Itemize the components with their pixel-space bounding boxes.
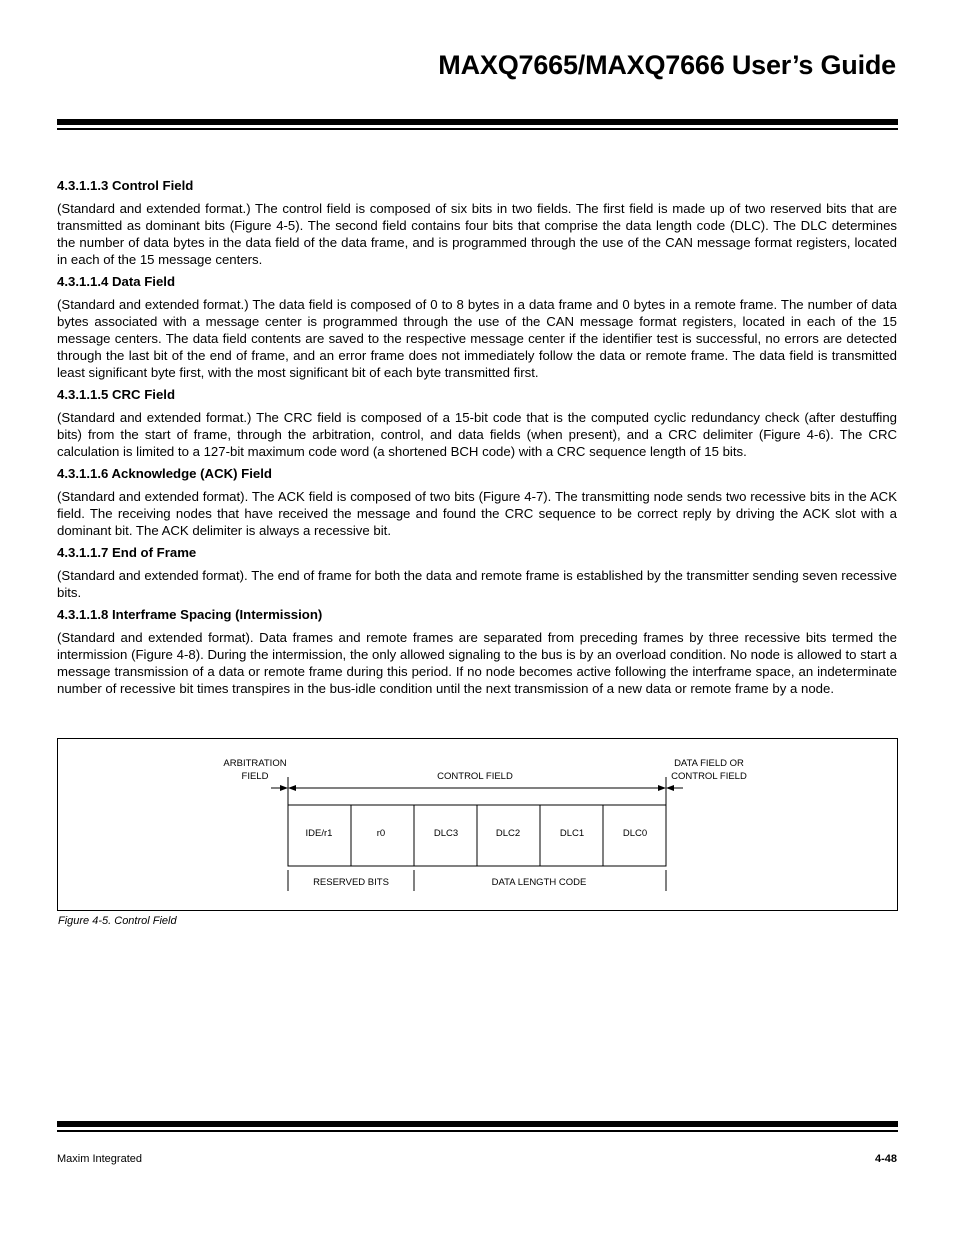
section-body-interframe-spacing: (Standard and extended format). Data frames and remote frames are separated from preceding frames by three recessive bits termed the intermission (Figure 4-8). During the intermission, the only allowed signaling to the bus is by an overload condition. No node is allowed to start a message transmission of a data or remote frame during this period. If no node becomes active following the interframe space, an indeterminate number of recessive bit times transpires in the bus-idle condition until the next transmission of a new data or remote frame by a node. bbox=[57, 630, 897, 696]
section-heading-crc-field: 4.3.1.1.5 CRC Field bbox=[57, 387, 175, 402]
bit-label-ide-r1: IDE/r1 bbox=[305, 828, 333, 839]
control-span-arrow-right bbox=[658, 785, 666, 791]
section-heading-data-field: 4.3.1.1.4 Data Field bbox=[57, 274, 176, 289]
header-rule-thin bbox=[57, 128, 898, 130]
section-heading-interframe-spacing: 4.3.1.1.8 Interframe Spacing (Intermission) bbox=[57, 607, 323, 622]
section-body-end-of-frame: (Standard and extended format). The end of frame for both the data and remote frame is established by the transmitter sending seven recessive bits. bbox=[57, 568, 897, 600]
bit-label-dlc2: DLC2 bbox=[495, 828, 521, 839]
bit-label-dlc1: DLC1 bbox=[559, 828, 585, 839]
next-field-arrowhead bbox=[666, 785, 674, 791]
next-field-label-line1: DATA FIELD OR bbox=[674, 758, 744, 769]
reserved-bits-label: RESERVED BITS bbox=[313, 877, 389, 888]
control-span-arrow-left bbox=[288, 785, 296, 791]
footer-rule-thick bbox=[57, 1121, 898, 1127]
document-body bbox=[57, 178, 897, 703]
next-field-label-line2: CONTROL FIELD bbox=[671, 771, 747, 782]
control-field-diagram bbox=[58, 739, 897, 910]
footer-page-number: 4-48 bbox=[874, 1153, 897, 1165]
arbitration-arrowhead bbox=[280, 785, 288, 791]
document-title: MAXQ7665/MAXQ7666 User’s Guide bbox=[438, 50, 896, 80]
section-heading-end-of-frame: 4.3.1.1.7 End of Frame bbox=[57, 545, 197, 560]
section-heading-ack-field: 4.3.1.1.6 Acknowledge (ACK) Field bbox=[57, 466, 272, 481]
bit-label-dlc0: DLC0 bbox=[622, 828, 648, 839]
arbitration-label-line1: ARBITRATION bbox=[223, 758, 287, 769]
figure-control-field bbox=[57, 738, 898, 911]
bit-label-dlc3: DLC3 bbox=[433, 828, 459, 839]
bit-label-r0: r0 bbox=[376, 828, 386, 839]
header-rule-thick bbox=[57, 119, 898, 125]
data-length-code-label: DATA LENGTH CODE bbox=[491, 877, 587, 888]
section-body-ack-field: (Standard and extended format). The ACK field is composed of two bits (Figure 4-7). The transmitting node sends two recessive bits in the ACK field. The receiving nodes that have received the message and found the CRC sequence to be correct reply by driving the ACK slot with a dominant bit. The ACK delimiter is always a recessive bit. bbox=[57, 489, 897, 538]
section-body-crc-field: (Standard and extended format.) The CRC field is composed of a 15-bit code that is the computed cyclic redundancy check (after destuffing bits) from the start of frame, through the arbitration, control, and data fields (when present), and a CRC delimiter (Figure 4-6). The CRC calculation is limited to a 127-bit maximum code word (a shortened BCH code) with a CRC sequence length of 15 bits. bbox=[57, 410, 897, 459]
arbitration-label-line2: FIELD bbox=[241, 771, 269, 782]
footer-rule-thin bbox=[57, 1130, 898, 1132]
section-body-data-field: (Standard and extended format.) The data field is composed of 0 to 8 bytes in a data frame and 0 bytes in a remote frame. The number of data bytes associated with a message center is programmed through the use of the CAN message format registers, located in each of the 15 message centers. The data field contents are saved to the respective message center if the identifier test is successful, no errors are detected through the last bit of the end of frame, and an error frame does not immediately follow the data or remote frame. The data field is transmitted least significant byte first, with the most significant bit of each byte transmitted first. bbox=[57, 297, 897, 380]
control-field-label: CONTROL FIELD bbox=[437, 771, 513, 782]
footer-company: Maxim Integrated bbox=[57, 1153, 142, 1165]
section-heading-control-field: 4.3.1.1.3 Control Field bbox=[57, 178, 194, 193]
figure-caption: Figure 4-5. Control Field bbox=[58, 915, 177, 927]
section-body-control-field: (Standard and extended format.) The control field is composed of six bits in two fields. The first field is made up of two reserved bits that are transmitted as dominant bits (Figure 4-5). The second field contains four bits that comprise the data length code (DLC). The DLC determines the number of data bytes in the data field of the data frame, and is programmed through the use of the CAN message format registers, located in each of the 15 message centers. bbox=[57, 201, 897, 267]
